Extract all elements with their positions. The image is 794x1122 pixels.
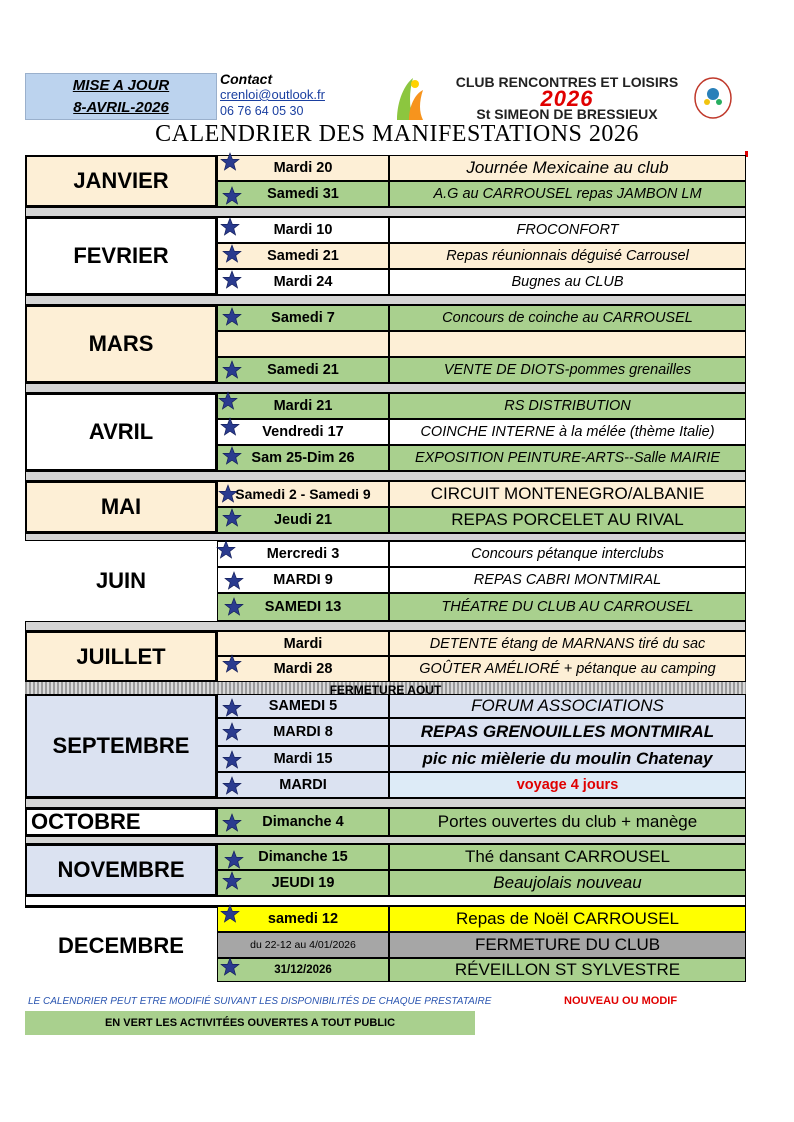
event-date: JEUDI 19	[217, 870, 389, 896]
legend-green-public: EN VERT LES ACTIVITÉES OUVERTES A TOUT PUBLIC	[25, 1011, 475, 1035]
event-date: Dimanche 15	[217, 844, 389, 870]
event-activity: RÉVEILLON ST SYLVESTRE	[389, 958, 746, 982]
star-icon	[222, 654, 242, 674]
separator	[25, 383, 746, 393]
star-icon	[222, 776, 242, 796]
event-date: Mardi 10	[217, 217, 389, 243]
star-icon	[220, 152, 240, 172]
separator	[25, 896, 746, 906]
event-activity: RS DISTRIBUTION	[389, 393, 746, 419]
separator	[25, 836, 746, 844]
separator	[25, 471, 746, 481]
star-icon	[222, 307, 242, 327]
disclaimer-note: LE CALENDRIER PEUT ETRE MODIFIÉ SUIVANT LES DISPONIBILITÉS DE CHAQUE PRESTATAIRE	[28, 996, 492, 1007]
contact-block	[220, 71, 380, 119]
month-septembre: SEPTEMBRE	[25, 694, 217, 798]
star-icon	[222, 508, 242, 528]
event-activity: Concours pétanque interclubs	[389, 541, 746, 567]
event-date: SAMEDI 13	[217, 593, 389, 621]
event-date: Sam 25-Dim 26	[217, 445, 389, 471]
star-icon	[222, 186, 242, 206]
event-activity: voyage 4 jours	[389, 772, 746, 798]
month-janvier: JANVIER	[25, 155, 217, 207]
event-date: Mardi	[217, 631, 389, 656]
separator	[25, 621, 746, 631]
event-date: Samedi 31	[217, 181, 389, 207]
star-icon	[216, 540, 236, 560]
page-title: CALENDRIER DES MANIFESTATIONS 2026	[155, 121, 639, 147]
event-date: MARDI	[217, 772, 389, 798]
event-activity: Thé dansant CARROUSEL	[389, 844, 746, 870]
logo-town: St SIMEON DE BRESSIEUX	[476, 106, 658, 122]
event-activity: FERMETURE DU CLUB	[389, 932, 746, 958]
event-activity: A.G au CARROUSEL repas JAMBON LM	[389, 181, 746, 207]
contact-email-link[interactable]: crenloi@outlook.fr	[220, 87, 325, 102]
event-date: Vendredi 17	[217, 419, 389, 445]
event-date: MARDI 8	[217, 718, 389, 746]
event-date: Samedi 7	[217, 305, 389, 331]
star-icon	[224, 597, 244, 617]
event-activity: GOÛTER AMÉLIORÉ + pétanque au camping	[389, 656, 746, 682]
month-novembre: NOVEMBRE	[25, 844, 217, 896]
event-date: Mardi 24	[217, 269, 389, 295]
event-date: SAMEDI 5	[217, 694, 389, 718]
star-icon	[220, 957, 240, 977]
update-date: 8-AVRIL-2026	[73, 99, 169, 116]
star-icon	[222, 270, 242, 290]
update-label: MISE A JOUR	[72, 77, 170, 94]
contact-phone: 06 76 64 05 30	[220, 104, 304, 118]
event-activity: Repas de Noël CARROUSEL	[389, 906, 746, 932]
month-octobre: OCTOBRE	[25, 808, 217, 836]
star-icon	[222, 750, 242, 770]
month-avril: AVRIL	[25, 393, 217, 471]
event-date: du 22-12 au 4/01/2026	[217, 932, 389, 958]
event-activity: VENTE DE DIOTS-pommes grenailles	[389, 357, 746, 383]
event-activity: EXPOSITION PEINTURE-ARTS--Salle MAIRIE	[389, 445, 746, 471]
separator	[25, 798, 746, 808]
event-activity: REPAS GRENOUILLES MONTMIRAL	[389, 718, 746, 746]
event-date: samedi 12	[217, 906, 389, 932]
star-icon	[222, 871, 242, 891]
month-juillet: JUILLET	[25, 631, 217, 682]
separator	[25, 207, 746, 217]
update-box	[25, 73, 217, 120]
event-activity: Journée Mexicaine au club	[389, 155, 746, 181]
club-logo-banner	[383, 70, 735, 124]
star-icon	[220, 904, 240, 924]
star-icon	[224, 571, 244, 591]
star-icon	[222, 446, 242, 466]
event-date: Mardi 21	[217, 393, 389, 419]
month-decembre: DECEMBRE	[25, 906, 217, 984]
event-activity: REPAS PORCELET AU RIVAL	[389, 507, 746, 533]
event-activity: REPAS CABRI MONTMIRAL	[389, 567, 746, 593]
separator	[25, 533, 746, 541]
event-activity: FORUM ASSOCIATIONS	[389, 694, 746, 718]
event-date: Samedi 2 - Samedi 9	[217, 481, 389, 507]
star-icon	[222, 244, 242, 264]
event-activity-empty	[389, 331, 746, 357]
star-icon	[222, 722, 242, 742]
event-date: Mardi 28	[217, 656, 389, 682]
event-date: Dimanche 4	[217, 808, 389, 836]
event-activity: Beaujolais nouveau	[389, 870, 746, 896]
separator	[25, 295, 746, 305]
august-closure-banner: FERMETURE AOUT	[25, 682, 746, 694]
star-icon	[222, 813, 242, 833]
logo-year: 2026	[540, 86, 594, 111]
event-activity: pic nic mièlerie du moulin Chatenay	[389, 746, 746, 772]
event-activity: FROCONFORT	[389, 217, 746, 243]
month-mars: MARS	[25, 305, 217, 383]
event-activity: Repas réunionnais déguisé Carrousel	[389, 243, 746, 269]
star-icon	[218, 484, 238, 504]
month-fevrier: FEVRIER	[25, 217, 217, 295]
contact-label: Contact	[220, 71, 273, 87]
event-date: Mercredi 3	[217, 541, 389, 567]
event-date: Jeudi 21	[217, 507, 389, 533]
legend-new-or-modified: NOUVEAU OU MODIF	[564, 995, 678, 1007]
event-activity: THÉATRE DU CLUB AU CARROUSEL	[389, 593, 746, 621]
event-date: Samedi 21	[217, 357, 389, 383]
star-icon	[224, 850, 244, 870]
logo-club-name: CLUB RENCONTRES ET LOISIRS	[455, 74, 679, 90]
event-activity: Portes ouvertes du club + manège	[389, 808, 746, 836]
event-date: Mardi 15	[217, 746, 389, 772]
event-activity: DETENTE étang de MARNANS tiré du sac	[389, 631, 746, 656]
star-icon	[220, 417, 240, 437]
event-activity: Concours de coinche au CARROUSEL	[389, 305, 746, 331]
event-date: MARDI 9	[217, 567, 389, 593]
event-date: 31/12/2026	[217, 958, 389, 982]
star-icon	[222, 698, 242, 718]
event-activity: Bugnes au CLUB	[389, 269, 746, 295]
star-icon	[218, 391, 238, 411]
event-date: Mardi 20	[217, 155, 389, 181]
month-mai: MAI	[25, 481, 217, 533]
month-juin: JUIN	[25, 541, 217, 621]
event-date-empty	[217, 331, 389, 357]
star-icon	[222, 360, 242, 380]
event-date: Samedi 21	[217, 243, 389, 269]
event-activity: COINCHE INTERNE à la mélée (thème Italie)	[389, 419, 746, 445]
star-icon	[220, 217, 240, 237]
event-activity: CIRCUIT MONTENEGRO/ALBANIE	[389, 481, 746, 507]
